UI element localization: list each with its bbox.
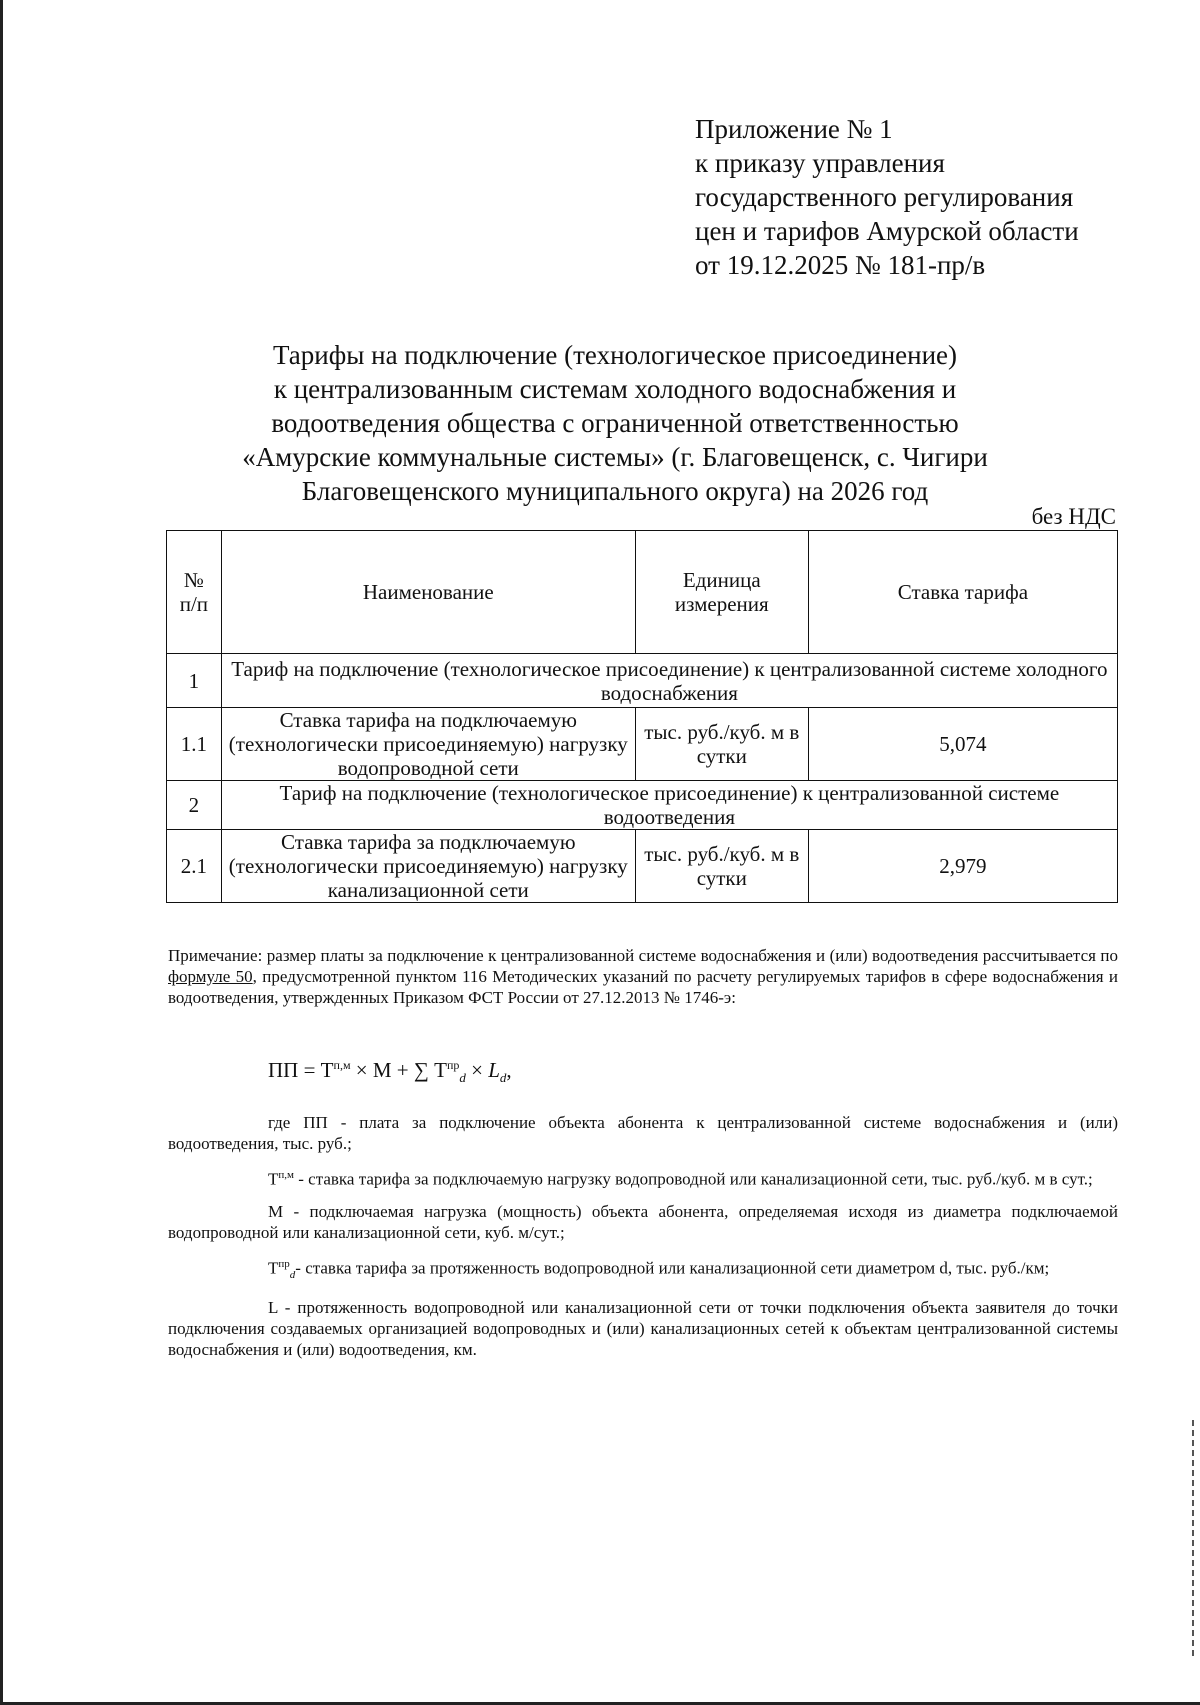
definition — [168, 1254, 1118, 1286]
row-value: 5,074 — [808, 708, 1117, 781]
formula-part: L — [488, 1058, 500, 1082]
header-num: № п/п — [167, 531, 222, 654]
definition: М - подключаемая нагрузка (мощность) объекта абонента, определяемая исходя из диаметра подключаемой водопроводной или канализационной сети, куб. м/сут.; — [168, 1201, 1118, 1242]
section-title: Тариф на подключение (технологическое присоединение) к централизованной системе холодного водоснабжения — [221, 654, 1117, 708]
symbol-sub: d — [289, 1268, 296, 1281]
title-line: Тарифы на подключение (технологическое присоединение) — [272, 340, 958, 370]
definition: где ПП - плата за подключение объекта абонента к централизованной системе водоснабжения и (или) водоотведения, тыс. руб.; — [168, 1113, 1118, 1153]
formula-sub: d — [499, 1070, 507, 1086]
formula-sup: п,м — [333, 1058, 351, 1072]
table-section-row — [167, 654, 1118, 708]
header-unit: Единица измерения — [635, 531, 808, 654]
row-num: 1 — [167, 654, 222, 708]
note-text: Примечание: размер платы за подключение к централизованной системе водоснабжения и (или) водоотведения рассчитывается по — [168, 946, 1118, 965]
header-name: Наименование — [221, 531, 635, 654]
row-num: 1.1 — [167, 708, 222, 781]
formula — [268, 1058, 512, 1086]
appendix-line: цен и тарифов Амурской области — [695, 216, 1079, 246]
scan-border-left — [0, 0, 3, 1705]
appendix-header — [695, 112, 1079, 282]
header-rate: Ставка тарифа — [808, 531, 1117, 654]
table-row — [167, 830, 1118, 903]
appendix-line: от 19.12.2025 № 181-пр/в — [695, 250, 986, 280]
table-row — [167, 708, 1118, 781]
title-line: водоотведения общества с ограниченной ответственностью — [271, 408, 959, 438]
row-num: 2.1 — [167, 830, 222, 903]
row-name: Ставка тарифа за подключаемую (технологически присоединяемую) нагрузку канализационной сети — [221, 830, 635, 903]
scan-artifact-right — [1192, 1420, 1194, 1660]
definitions — [168, 1112, 1118, 1371]
formula-part: , — [506, 1058, 512, 1082]
appendix-line: к приказу управления — [695, 148, 945, 178]
symbol-sup: п,м — [278, 1169, 294, 1181]
title-line: Благовещенского муниципального округа) на 2026 год — [301, 476, 929, 506]
appendix-line: Приложение № 1 — [695, 114, 893, 144]
vat-note: без НДС — [1031, 504, 1116, 529]
title-line: «Амурские коммунальные системы» (г. Благовещенск, с. Чигири — [242, 442, 988, 472]
formula-link[interactable]: формуле 50 — [168, 967, 253, 986]
appendix-line: государственного регулирования — [695, 182, 1074, 212]
definition-text: - ставка тарифа за протяженность водопроводной или канализационной сети диаметром d, тыс. руб./км; — [295, 1258, 1050, 1278]
row-unit: тыс. руб./куб. м в сутки — [635, 708, 808, 781]
title-line: к централизованным системам холодного водоснабжения и — [273, 374, 957, 404]
definition — [168, 1165, 1118, 1190]
note-paragraph — [168, 945, 1118, 1008]
row-unit: тыс. руб./куб. м в сутки — [635, 830, 808, 903]
formula-sub: d — [459, 1070, 466, 1086]
formula-sup: пр — [446, 1058, 460, 1072]
formula-part: ПП = Т — [268, 1058, 334, 1082]
symbol: Т — [268, 1169, 279, 1189]
section-title: Тариф на подключение (технологическое присоединение) к централизованной системе водоотведения — [221, 781, 1117, 830]
row-name: Ставка тарифа на подключаемую (технологически присоединяемую) нагрузку водопроводной сети — [221, 708, 635, 781]
table-section-row — [167, 781, 1118, 830]
row-value: 2,979 — [808, 830, 1117, 903]
definition: L - протяженность водопроводной или канализационной сети от точки подключения объекта заявителя до точки подключения создаваемых организацией водопроводных и (или) канализационных сетей к объектам централизованной системы водоснабжения и (или) водоотведения, км. — [168, 1297, 1118, 1359]
table-header-row — [167, 531, 1118, 654]
row-num: 2 — [167, 781, 222, 830]
formula-part: × М + ∑ Т — [350, 1058, 447, 1082]
document-title — [180, 338, 1050, 508]
formula-part: × — [465, 1058, 489, 1082]
symbol: Т — [268, 1258, 279, 1278]
note-text: , предусмотренной пунктом 116 Методических указаний по расчету регулируемых тарифов в сфере водоснабжения и водоотведения, утвержденных Приказом ФСТ России от 27.12.2013 № 1746-э: — [168, 967, 1118, 1007]
tariff-table — [166, 530, 1118, 903]
symbol-sup: пр — [278, 1257, 290, 1270]
definition-text: - ставка тарифа за подключаемую нагрузку водопроводной или канализационной сети, тыс. руб./куб. м в сут.; — [294, 1169, 1093, 1189]
